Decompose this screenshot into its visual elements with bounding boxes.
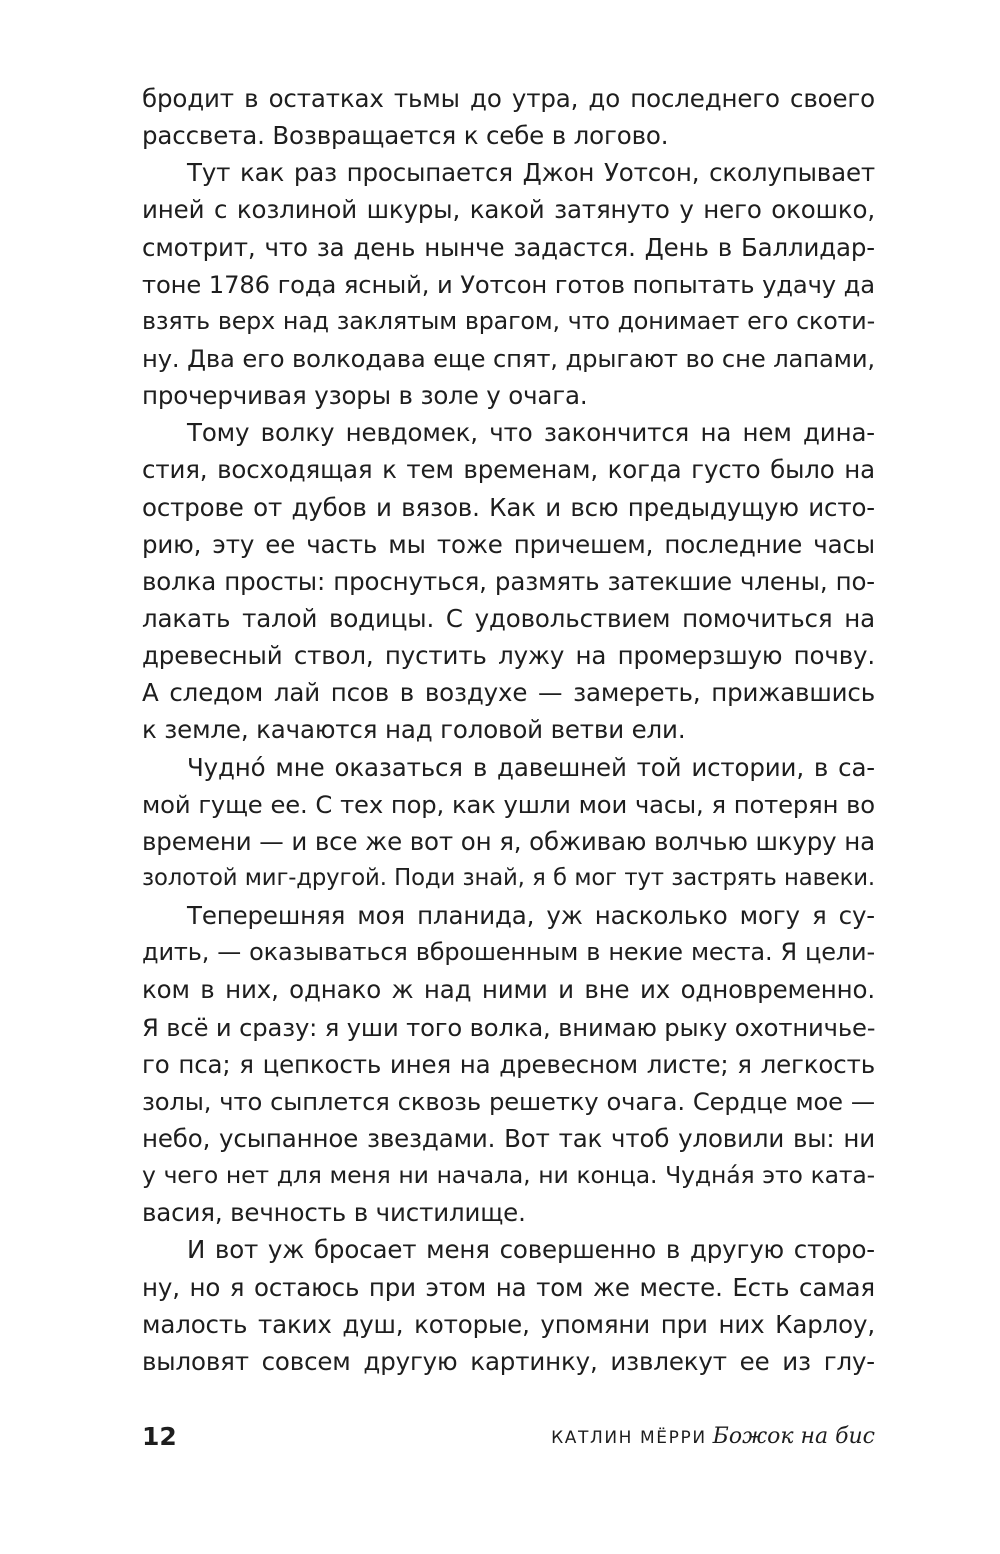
text-line: Тут как раз просыпается Джон Уотсон, сколупывает	[187, 158, 875, 188]
page-footer	[142, 1417, 875, 1457]
page-number: 12	[142, 1422, 177, 1451]
text-line: А следом лай псов в воздухе — замереть, прижавшись	[142, 678, 875, 708]
text-line: смотрит, что за день нынче задастся. День в Баллидар-	[142, 232, 875, 262]
book-title: Божок на бис	[712, 1424, 875, 1449]
text-line: И вот уж бросает меня совершенно в другую сторо-	[187, 1235, 875, 1265]
text-line: иней с козлиной шкуры, какой затянуто у него окошко,	[142, 195, 875, 225]
text-line: мой гуще ее. С тех пор, как ушли мои часы, я потерян во	[142, 789, 875, 819]
text-line: ну, но я остаюсь при этом на том же месте. Есть самая	[142, 1272, 875, 1302]
text-line: дить, — оказываться вброшенным в некие места. Я цели-	[142, 938, 875, 967]
text-line: ну. Два его волкодава еще спят, дрыгают во сне лапами,	[142, 343, 875, 373]
text-line: Чудно́ мне оказаться в давешней той истории, в са-	[187, 752, 875, 782]
text-line: бродит в остатках тьмы до утра, до последнего своего	[142, 84, 875, 113]
text-line: васия, вечность в чистилище.	[142, 1198, 526, 1228]
text-line: взять верх над заклятым врагом, что донимает его скоти-	[142, 306, 875, 335]
text-line: Тому волку невдомек, что закончится на нем дина-	[187, 418, 875, 448]
text-line: тоне 1786 года ясный, и Уотсон готов попытать удачу да	[142, 269, 875, 299]
running-head	[551, 1417, 875, 1458]
text-line: Я всё и сразу: я уши того волка, внимаю рыку охотничье-	[142, 1012, 876, 1042]
text-line: острове от дубов и вязов. Как и всю предыдущую исто-	[142, 492, 875, 522]
text-line: Теперешняя моя планида, уж насколько могу я су-	[187, 901, 875, 931]
text-line: золы, что сыплется сквозь решетку очага. Сердце мое —	[142, 1086, 875, 1116]
page-body-text	[142, 80, 875, 1380]
text-line: времени — и все же вот он я, обживаю волчью шкуру на	[142, 826, 875, 856]
text-line: лакать талой водицы. С удовольствием помочиться на	[142, 603, 875, 633]
author-name: КАТЛИН МЁРРИ	[551, 1428, 707, 1448]
text-line: стия, восходящая к тем временам, когда густо было на	[142, 455, 875, 485]
text-line: малость таких душ, которые, упомяни при них Карлоу,	[142, 1309, 875, 1339]
text-line: рию, эту ее часть мы тоже причешем, последние часы	[142, 529, 875, 559]
text-line: небо, усыпанное звездами. Вот так чтоб уловили вы: ни	[142, 1123, 875, 1153]
text-line: ком в них, однако ж над ними и вне их одновременно.	[142, 975, 875, 1005]
text-line: рассвета. Возвращается к себе в логово.	[142, 121, 669, 151]
text-line: прочерчивая узоры в золе у очага.	[142, 381, 588, 411]
text-line: древесный ствол, пустить лужу на промерзшую почву.	[142, 641, 875, 671]
text-line: золотой миг-другой. Поди знай, я б мог тут застрять навеки.	[142, 864, 875, 891]
text-line: волка просты: проснуться, размять затекшие члены, по-	[142, 566, 875, 596]
text-line: к земле, качаются над головой ветви ели.	[142, 715, 686, 745]
text-line: го пса; я цепкость инея на древесном листе; я легкость	[142, 1049, 875, 1079]
text-line: у чего нет для меня ни начала, ни конца. Чудна́я это ката-	[142, 1161, 875, 1190]
text-line: выловят совсем другую картинку, извлекут ее из глу-	[142, 1346, 875, 1376]
